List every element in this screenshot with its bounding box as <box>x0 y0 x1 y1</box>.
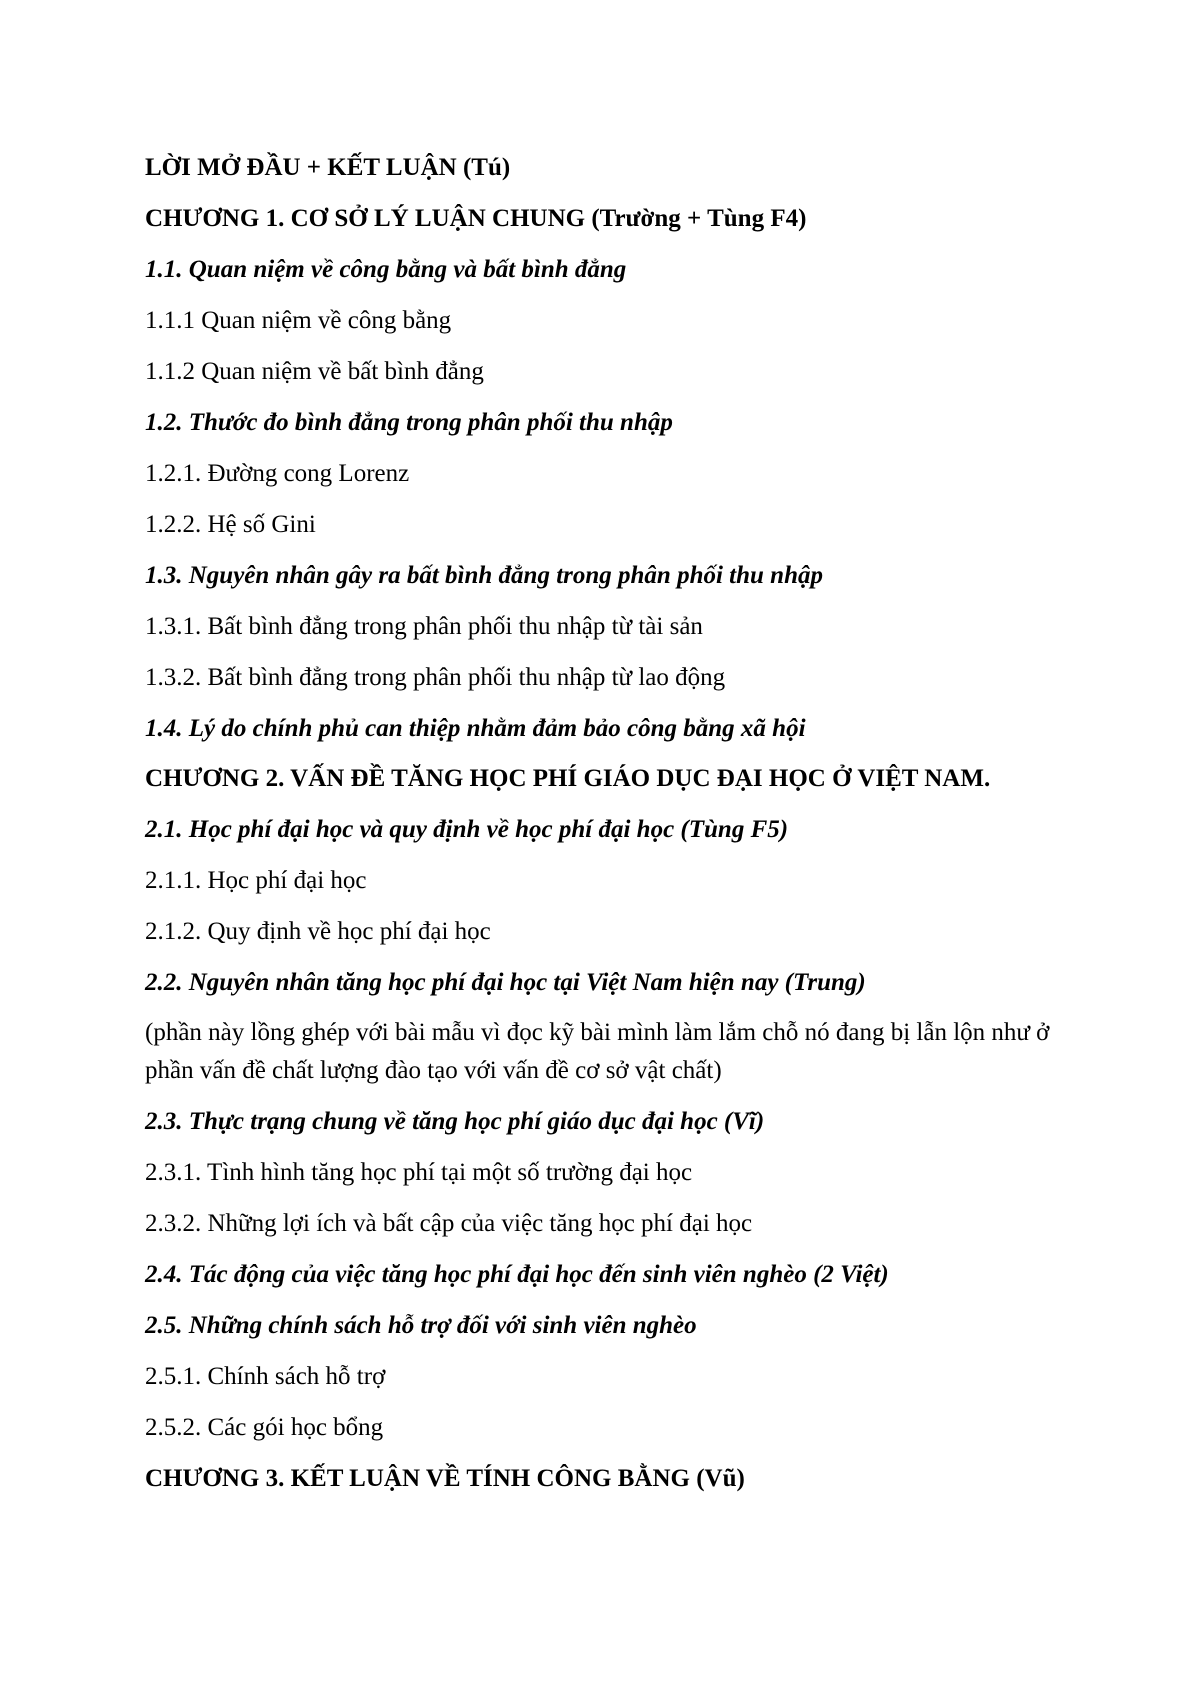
subsection-item: 1.1.1 Quan niệm về công bằng <box>145 307 452 334</box>
section-heading: 2.5. Những chính sách hỗ trợ đối với sinh viên nghèo <box>145 1312 697 1339</box>
subsection-item: 1.2.1. Đường cong Lorenz <box>145 460 410 487</box>
chapter-heading: CHƯƠNG 2. VẤN ĐỀ TĂNG HỌC PHÍ GIÁO DỤC ĐẠI HỌC Ở VIỆT NAM. <box>145 765 991 792</box>
subsection-item: 2.5.2. Các gói học bổng <box>145 1414 384 1441</box>
subsection-item: 1.3.1. Bất bình đẳng trong phân phối thu nhập từ tài sản <box>145 613 703 640</box>
section-heading: 1.2. Thước đo bình đẳng trong phân phối thu nhập <box>145 409 673 436</box>
subsection-item: 1.3.2. Bất bình đẳng trong phân phối thu nhập từ lao động <box>145 664 726 691</box>
section-heading: 1.4. Lý do chính phủ can thiệp nhằm đảm bảo công bằng xã hội <box>145 715 806 742</box>
chapter-heading: LỜI MỞ ĐẦU + KẾT LUẬN (Tú) <box>145 154 511 181</box>
subsection-item: 2.3.1. Tình hình tăng học phí tại một số trường đại học <box>145 1159 693 1186</box>
subsection-item: 2.1.2. Quy định về học phí đại học <box>145 918 491 945</box>
subsection-item: 1.1.2 Quan niệm về bất bình đẳng <box>145 358 484 385</box>
subsection-item: 2.5.1. Chính sách hỗ trợ <box>145 1363 386 1390</box>
note-paragraph: (phần này lồng ghép với bài mẫu vì đọc kỹ bài mình làm lắm chỗ nó đang bị lẫn lộn như ở phần vấn đề chất lượng đào tạo với vấn đề cơ sở vật chất) <box>145 1019 1050 1084</box>
section-heading: 2.1. Học phí đại học và quy định về học phí đại học (Tùng F5) <box>145 816 789 843</box>
subsection-item: 2.1.1. Học phí đại học <box>145 867 367 894</box>
outline-content <box>145 142 1075 1504</box>
subsection-item: 2.3.2. Những lợi ích và bất cập của việc tăng học phí đại học <box>145 1210 753 1237</box>
section-heading: 2.4. Tác động của việc tăng học phí đại học đến sinh viên nghèo (2 Việt) <box>145 1261 889 1288</box>
chapter-heading: CHƯƠNG 3. KẾT LUẬN VỀ TÍNH CÔNG BẰNG (Vũ) <box>145 1465 745 1492</box>
section-heading: 1.3. Nguyên nhân gây ra bất bình đẳng trong phân phối thu nhập <box>145 562 823 589</box>
section-heading: 2.3. Thực trạng chung về tăng học phí giáo dục đại học (Vĩ) <box>145 1108 765 1135</box>
section-heading: 1.1. Quan niệm về công bằng và bất bình đẳng <box>145 256 627 283</box>
chapter-heading: CHƯƠNG 1. CƠ SỞ LÝ LUẬN CHUNG (Trường + Tùng F4) <box>145 205 807 232</box>
section-heading: 2.2. Nguyên nhân tăng học phí đại học tại Việt Nam hiện nay (Trung) <box>145 969 866 996</box>
subsection-item: 1.2.2. Hệ số Gini <box>145 511 316 538</box>
